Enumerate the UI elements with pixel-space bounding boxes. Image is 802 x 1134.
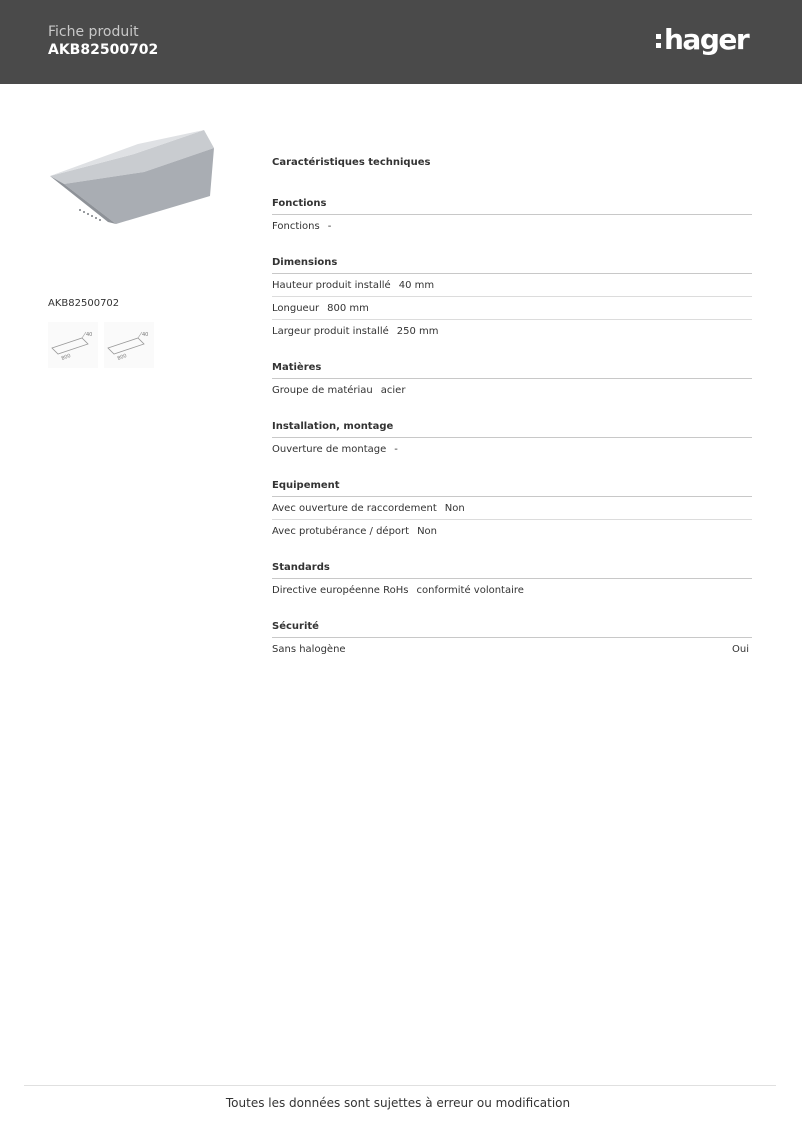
spec-row [272, 438, 752, 460]
spec-group-title: Installation, montage [272, 421, 752, 438]
spec-label: Avec ouverture de raccordement [272, 503, 437, 514]
drawing-1-height-label: 40 [86, 332, 93, 338]
spec-group-securite [272, 621, 752, 660]
technical-drawing-2 [104, 322, 154, 368]
spec-label: Largeur produit installé [272, 326, 389, 337]
spec-value: 800 mm [327, 303, 369, 314]
spec-group-matieres [272, 362, 752, 401]
spec-group-title: Dimensions [272, 257, 752, 274]
spec-label: Hauteur produit installé [272, 280, 391, 291]
spec-row [272, 379, 752, 401]
spec-value: - [394, 444, 398, 455]
specs-title: Caractéristiques techniques [272, 157, 431, 168]
spec-value: conformité volontaire [416, 585, 524, 596]
spec-label: Avec protubérance / déport [272, 526, 410, 537]
technical-drawing-1 [48, 322, 98, 368]
spec-label: Longueur [272, 303, 320, 314]
spec-label: Ouverture de montage [272, 444, 387, 455]
product-image [44, 124, 216, 236]
product-reference: AKB82500702 [48, 298, 120, 309]
spec-row [272, 215, 752, 237]
spec-row [272, 320, 752, 342]
spec-group-title: Equipement [272, 480, 752, 497]
drawing-1-length-label: 800 [60, 352, 72, 362]
spec-value: Non [417, 526, 438, 537]
spec-label: Fonctions [272, 221, 320, 232]
technical-specs [272, 157, 752, 680]
spec-row [272, 274, 752, 297]
spec-label: Groupe de matériau [272, 385, 373, 396]
spec-row [272, 579, 752, 601]
spec-row [272, 638, 752, 660]
spec-group-dimensions [272, 257, 752, 342]
spec-value: Non [444, 503, 465, 514]
spec-value: 40 mm [398, 280, 435, 291]
drawing-2-length-label: 800 [116, 352, 128, 362]
spec-group-standards [272, 562, 752, 601]
spec-value: acier [380, 385, 406, 396]
spec-label: Directive européenne RoHs [272, 585, 409, 596]
footer-disclaimer: Toutes les données sont sujettes à erreur ou modification [225, 1096, 571, 1110]
spec-label: Sans halogène [272, 644, 346, 655]
spec-group-title: Matières [272, 362, 752, 379]
drawing-2-height-label: 40 [142, 332, 149, 338]
spec-group-title: Standards [272, 562, 752, 579]
spec-row [272, 297, 752, 320]
technical-drawings [48, 322, 154, 368]
spec-value: Oui [732, 644, 749, 655]
spec-group-title: Sécurité [272, 621, 752, 638]
spec-value: - [327, 221, 332, 232]
spec-group-fonctions [272, 198, 752, 237]
logo-dots-icon [656, 34, 661, 48]
spec-group-title: Fonctions [272, 198, 752, 215]
page-header [0, 0, 802, 84]
spec-row [272, 520, 752, 542]
spec-value: 250 mm [396, 326, 439, 337]
footer-divider [24, 1085, 776, 1086]
spec-group-equipement [272, 480, 752, 542]
spec-row [272, 497, 752, 520]
product-code-title: AKB82500702 [48, 42, 159, 58]
brand-logo [656, 24, 748, 56]
spec-group-installation [272, 421, 752, 460]
brand-name: hager [664, 23, 749, 56]
document-type: Fiche produit [48, 24, 139, 40]
